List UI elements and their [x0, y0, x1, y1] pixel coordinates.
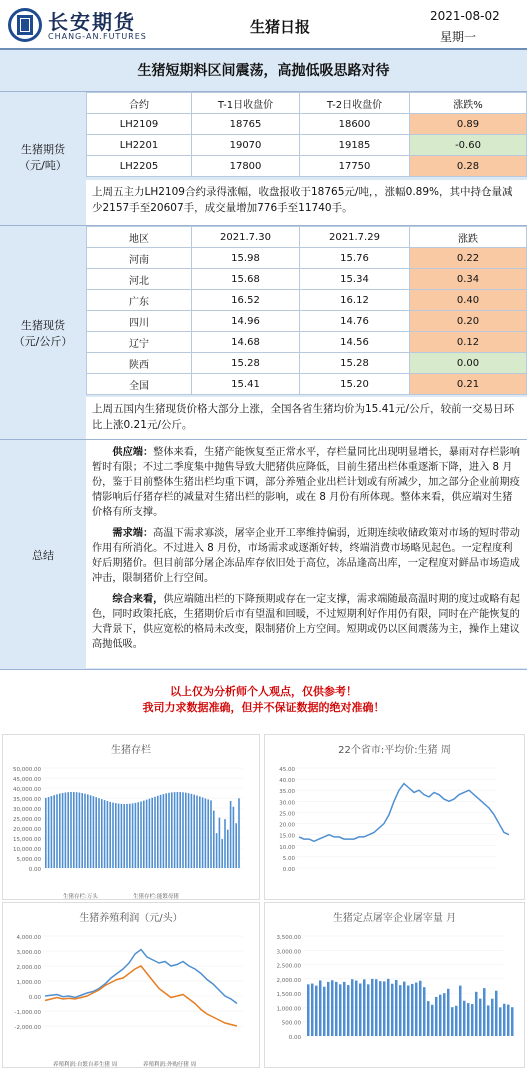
chart-title: 22个省市:平均价:生猪 周 [338, 745, 451, 756]
bar [98, 798, 100, 868]
y-tick-label: 35.00 [279, 789, 295, 796]
cell: 15.76 [300, 248, 410, 269]
cell: 陕西 [87, 353, 192, 374]
bar [331, 980, 334, 1036]
bar [399, 985, 402, 1036]
bar [455, 1006, 458, 1036]
y-tick-label: 0.00 [288, 1035, 301, 1041]
bar [95, 797, 97, 868]
bar [419, 981, 422, 1036]
y-tick-label: 15,000.00 [13, 837, 41, 843]
bar [182, 792, 184, 868]
spot-label: 生猪现货 （元/公斤） [13, 319, 73, 348]
bar [79, 793, 81, 868]
bar [335, 982, 338, 1036]
futures-note: 上周五主力LH2109合约录得涨幅，收盘报收于18765元/吨，，涨幅0.89%，其中持仓量减少2157手至20607手，成交量增加776手至11740手。 [86, 180, 527, 225]
cell: 17800 [192, 156, 300, 177]
y-tick-label: 1,000.00 [276, 1006, 301, 1013]
bar [104, 800, 106, 868]
bar [459, 986, 462, 1036]
cell: 14.96 [192, 311, 300, 332]
cell: 广东 [87, 290, 192, 311]
chart-canvas [3, 756, 259, 904]
bar [210, 800, 212, 868]
bar [423, 987, 426, 1036]
bar [213, 811, 215, 868]
bar [415, 983, 418, 1036]
bar [221, 839, 223, 868]
y-tick-label: 40,000.00 [13, 787, 41, 793]
futures-table [86, 92, 527, 177]
bar [387, 979, 390, 1036]
bar [447, 989, 450, 1036]
bar [499, 1007, 502, 1036]
cell: 16.12 [300, 290, 410, 311]
bar [205, 798, 207, 868]
supply-heading: 供应端： [112, 447, 154, 458]
bar [463, 1001, 466, 1036]
y-tick-label: 0.00 [28, 995, 41, 1001]
cell-change: 0.40 [410, 290, 527, 311]
bar [327, 982, 330, 1036]
bar [109, 802, 111, 868]
chart-title: 生猪存栏 [111, 745, 151, 756]
bar [202, 797, 204, 868]
demand-body: 高温下需求寡淡，屠宰企业开工率维持偏弱，近期连续收储政策对市场的短时带动作用有所消化。不过进入 8 月份，市场需求或逐渐好转，终端消费市场略见起色。一定程度利好后期猪价。但目前部分屠企冻品库存依旧处于高位，冻品逢高出库，一定程度对鲜品市场造成冲击，限制猪价上行空间。 [92, 528, 520, 584]
y-tick-label: 2,000.00 [276, 977, 301, 984]
y-tick-label: 2,500.00 [276, 963, 301, 970]
company-name: 长安期货 [48, 10, 136, 34]
headline-banner: 生猪短期料区间震荡，高抛低吸思路对待 [0, 50, 527, 92]
y-tick-label: 10.00 [279, 844, 295, 851]
bar [339, 984, 342, 1036]
bar [163, 794, 165, 868]
bar [81, 793, 83, 868]
bar [149, 799, 151, 868]
bar [107, 801, 109, 868]
cell: 四川 [87, 311, 192, 332]
bar [112, 803, 114, 868]
cell-change: -0.60 [410, 135, 527, 156]
legend-label: 养殖利润:自繁自养生猪 周 [53, 1062, 118, 1068]
cell-change: 0.22 [410, 248, 527, 269]
chart-canvas [3, 924, 259, 1072]
bar [45, 798, 47, 868]
y-tick-label: 20,000.00 [13, 827, 41, 833]
table-row [87, 156, 527, 177]
bar [343, 982, 346, 1036]
summary-label: 总结 [32, 549, 54, 562]
bar [375, 979, 378, 1036]
y-tick-label: 30,000.00 [13, 807, 41, 813]
chart-hog-price [264, 734, 525, 900]
y-tick-label: 45,000.00 [13, 777, 41, 783]
demand-heading: 需求端： [112, 528, 154, 539]
legend-label: 生猪存栏:万头 [63, 894, 98, 900]
bar [359, 984, 362, 1036]
bar [439, 995, 442, 1036]
bar [391, 984, 394, 1036]
cell: 15.68 [192, 269, 300, 290]
bar [174, 792, 176, 868]
bar [315, 986, 318, 1036]
bar [137, 802, 139, 868]
cell: 17750 [300, 156, 410, 177]
cell: 14.68 [192, 332, 300, 353]
y-tick-label: 5,000.00 [16, 857, 41, 863]
bar [199, 796, 201, 868]
bar [188, 793, 190, 868]
bar [126, 804, 128, 868]
bar [73, 792, 75, 868]
cell-change: 0.12 [410, 332, 527, 353]
bar [238, 798, 240, 868]
col-header: 地区 [87, 227, 192, 248]
cell: 全国 [87, 374, 192, 395]
bar [157, 796, 159, 868]
bar [154, 797, 156, 868]
bar [53, 795, 55, 868]
cell: 15.98 [192, 248, 300, 269]
bar [355, 981, 358, 1036]
cell: 19070 [192, 135, 300, 156]
bar [227, 830, 229, 868]
y-tick-label: 4,000.00 [16, 935, 41, 941]
bar [475, 992, 478, 1036]
bar [191, 794, 193, 868]
bar [347, 985, 350, 1036]
bar [467, 1003, 470, 1036]
bar [319, 980, 322, 1036]
y-tick-label: 500.00 [281, 1020, 301, 1027]
bar [207, 799, 209, 868]
bar [121, 804, 123, 868]
bar [411, 984, 414, 1036]
cell: 15.41 [192, 374, 300, 395]
bar [479, 999, 482, 1036]
bar [115, 803, 117, 868]
chart-hog-inventory [2, 734, 260, 900]
bar [323, 987, 326, 1036]
cell: 16.52 [192, 290, 300, 311]
bar [511, 1007, 514, 1036]
bar [132, 803, 134, 868]
spot-note: 上周五国内生猪现货价格大部分上涨，全国各省生猪均价为15.41元/公斤，较前一交易日环比上涨0.21元/公斤。 [86, 397, 527, 439]
bar [216, 833, 218, 868]
bar [118, 804, 120, 868]
col-header: T-2日收盘价 [300, 93, 410, 114]
cell: 14.76 [300, 311, 410, 332]
bar [363, 979, 366, 1036]
overall-body: 供应端随出栏的下降预期或存在一定支撑，需求端随最高温时期的度过或略有起色，同时政策托底，生猪期价后市有望温和回暖，不过短期利好作用仍有限，同时在产能恢复的大背景下，供应宽松的格局未改变，限制猪价上方空间。短期或仍以区间震荡为主，操作上建议高抛低吸。 [92, 594, 520, 650]
col-header: 涨跌% [410, 93, 527, 114]
table-row [87, 353, 527, 374]
cell: 15.20 [300, 374, 410, 395]
table-row [87, 269, 527, 290]
supply-paragraph [92, 445, 521, 520]
y-tick-label: 35,000.00 [13, 797, 41, 803]
cell-change: 0.89 [410, 114, 527, 135]
bar [62, 793, 64, 868]
bar [491, 999, 494, 1036]
cell: 15.34 [300, 269, 410, 290]
cell: LH2201 [87, 135, 192, 156]
futures-label: 生猪期货 （元/吨） [19, 143, 67, 172]
col-header: 2021.7.30 [192, 227, 300, 248]
disclaimer-line: 我司力求数据准确，但并不保证数据的绝对准确！ [142, 701, 385, 714]
bar [230, 801, 232, 868]
y-tick-label: -1,000.00 [14, 1010, 41, 1016]
bar [87, 794, 89, 868]
y-tick-label: 15.00 [279, 833, 295, 840]
cell: 河北 [87, 269, 192, 290]
y-tick-label: 40.00 [279, 778, 295, 785]
col-header: 合约 [87, 93, 192, 114]
bar [233, 807, 235, 868]
bar [483, 988, 486, 1036]
chart-canvas [265, 924, 524, 1072]
cell: 15.28 [300, 353, 410, 374]
bar [129, 804, 131, 868]
bar [59, 794, 61, 868]
bar [48, 797, 50, 868]
y-tick-label: 20.00 [279, 822, 295, 829]
chart-title: 生猪定点屠宰企业屠宰量 月 [332, 913, 457, 924]
bar [65, 792, 67, 868]
bar [84, 794, 86, 868]
bar [307, 984, 310, 1036]
bar [395, 980, 398, 1036]
bar [76, 792, 78, 868]
cell-change: 0.28 [410, 156, 527, 177]
y-tick-label: 1,000.00 [16, 980, 41, 986]
summary-text [86, 440, 527, 668]
bar [101, 799, 103, 868]
y-tick-label: -2,000.00 [14, 1025, 41, 1031]
bar [185, 793, 187, 868]
cell-change: 0.00 [410, 353, 527, 374]
table-row [87, 248, 527, 269]
table-row [87, 135, 527, 156]
bar [177, 792, 179, 868]
cell-change: 0.34 [410, 269, 527, 290]
bar [219, 818, 221, 868]
bar [311, 984, 314, 1036]
futures-header-row [87, 93, 527, 114]
cell: LH2205 [87, 156, 192, 177]
bar [427, 1001, 430, 1036]
bar [371, 979, 374, 1036]
bar [367, 984, 370, 1036]
bar [431, 1005, 434, 1036]
disclaimer-line: 以上仅为分析师个人观点，仅供参考！ [170, 685, 357, 698]
bar [471, 1004, 474, 1036]
spot-table [86, 226, 527, 395]
y-tick-label: 25.00 [279, 811, 295, 818]
chart-profit [2, 902, 260, 1068]
y-tick-label: 3,000.00 [276, 949, 301, 956]
bar [196, 796, 198, 868]
bar [443, 993, 446, 1036]
chart-slaughter [264, 902, 525, 1068]
bar [379, 981, 382, 1036]
bar [90, 795, 92, 868]
bar [51, 796, 53, 868]
bar [495, 991, 498, 1036]
bar [123, 804, 125, 868]
col-header: T-1日收盘价 [192, 93, 300, 114]
bar [67, 792, 69, 868]
y-tick-label: 0.00 [282, 867, 295, 873]
bar [93, 796, 95, 868]
bar [503, 1004, 506, 1036]
table-row [87, 374, 527, 395]
y-tick-label: 30.00 [279, 800, 295, 807]
y-tick-label: 5.00 [282, 855, 295, 862]
y-tick-label: 45.00 [279, 767, 295, 773]
y-tick-label: 50,000.00 [13, 767, 41, 773]
cell: 18765 [192, 114, 300, 135]
cell: LH2109 [87, 114, 192, 135]
bar [224, 819, 226, 868]
series-line [45, 950, 237, 1004]
cell: 河南 [87, 248, 192, 269]
bar [179, 792, 181, 868]
y-tick-label: 2,000.00 [16, 965, 41, 971]
legend-label: 养殖利润:外购仔猪 周 [143, 1062, 197, 1068]
col-header: 2021.7.29 [300, 227, 410, 248]
bar [70, 792, 72, 868]
bar [135, 803, 137, 868]
bar [193, 795, 195, 868]
bar [451, 1007, 454, 1036]
bar [407, 985, 410, 1036]
bar [168, 793, 170, 868]
bar [160, 795, 162, 868]
table-row [87, 311, 527, 332]
bar [146, 800, 148, 868]
y-tick-label: 0.00 [28, 867, 41, 873]
table-row [87, 290, 527, 311]
cell: 18600 [300, 114, 410, 135]
report-date: 2021-08-02 [430, 9, 500, 23]
disclaimer [0, 670, 527, 732]
table-row [87, 332, 527, 353]
legend-label: 生猪存栏:能繁母猪 [133, 894, 179, 900]
overall-heading: 综合来看， [112, 594, 164, 605]
y-tick-label: 25,000.00 [13, 817, 41, 823]
bar [487, 1005, 490, 1036]
supply-body: 整体来看，生猪产能恢复至正常水平，存栏量同比出现明显增长，暴雨对存栏影响暂时有限；不过二季度集中抛售导致大肥猪供应降低，目前生猪出栏体重逐渐下降，进入 8 月份，鉴于目前整体生猪出栏均重下调，部分养殖企业出栏计划或有所减少，加之部分企业前期疫情影响后仔猪存栏的减量对生猪出栏的影响，或在 8 月份有所体现。整体来看，供应端对生猪价格有所支撑。 [92, 447, 520, 518]
bar [351, 979, 354, 1036]
table-row [87, 114, 527, 135]
bar [151, 798, 153, 868]
bar [165, 793, 167, 868]
y-tick-label: 1,500.00 [276, 992, 301, 999]
bar [235, 823, 237, 868]
y-tick-label: 3,500.00 [276, 935, 301, 941]
cell: 14.56 [300, 332, 410, 353]
bar [507, 1005, 510, 1036]
bar [435, 997, 438, 1036]
bar [143, 801, 145, 868]
bar [171, 792, 173, 868]
company-name-en: CHANG-AN.FUTURES [48, 32, 147, 41]
cell: 19185 [300, 135, 410, 156]
cell: 辽宁 [87, 332, 192, 353]
cell-change: 0.20 [410, 311, 527, 332]
report-title: 生猪日报 [250, 18, 311, 36]
bar [56, 794, 58, 868]
demand-paragraph [92, 526, 521, 586]
chart-canvas [265, 756, 524, 904]
cell: 15.28 [192, 353, 300, 374]
logo-mark-core [21, 19, 29, 31]
y-tick-label: 3,000.00 [16, 950, 41, 956]
report-weekday: 星期一 [440, 30, 477, 44]
cell-change: 0.21 [410, 374, 527, 395]
col-header: 涨跌 [410, 227, 527, 248]
overall-paragraph [92, 592, 521, 652]
spot-header-row [87, 227, 527, 248]
y-tick-label: 10,000.00 [13, 847, 41, 853]
bar [383, 981, 386, 1036]
bar [140, 801, 142, 868]
bar [403, 982, 406, 1036]
chart-title: 生猪养殖利润（元/头） [79, 913, 183, 924]
